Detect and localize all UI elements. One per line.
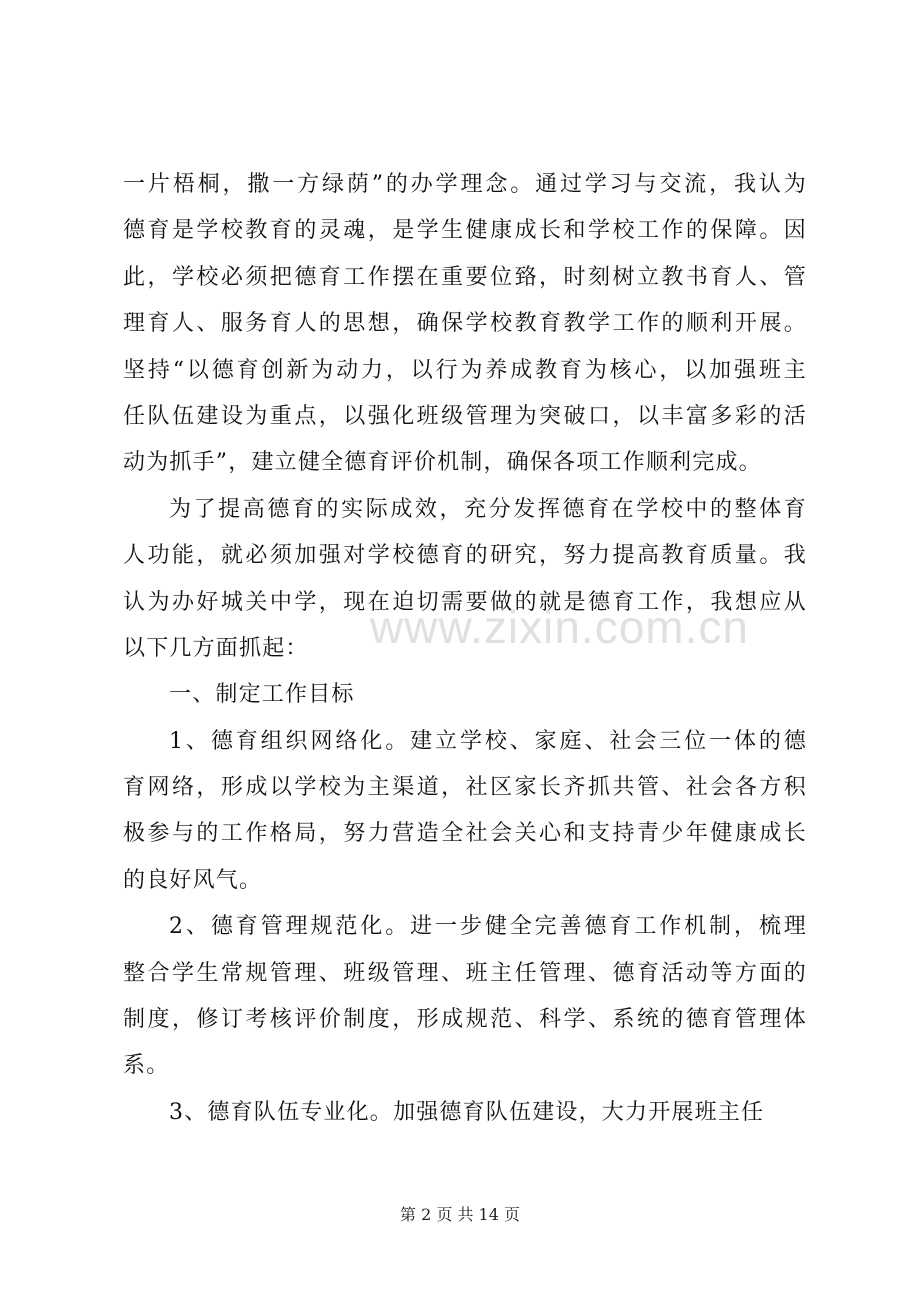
- paragraph-line: 1、德育组织网络化。建立学校、家庭、社会三位一体的德: [169, 728, 807, 754]
- paragraph-line: 动为抓手”，建立健全德育评价机制，确保各项工作顺利完成。: [123, 450, 762, 476]
- paragraph-line: 3、德育队伍专业化。加强德育队伍建设，大力开展班主任: [169, 1099, 765, 1125]
- watermark: www.zixin.com.cn: [370, 601, 749, 653]
- paragraph-line: 2、德育管理规范化。进一步健全完善德育工作机制，梳理: [169, 914, 807, 940]
- paragraph-line: 系。: [123, 1053, 170, 1079]
- section-heading: 一、制定工作目标: [169, 682, 355, 708]
- paragraph-line: 任队伍建设为重点，以强化班级管理为突破口，以丰富多彩的活: [123, 403, 807, 429]
- paragraph-line: 制度，修订考核评价制度，形成规范、科学、系统的德育管理体: [123, 1007, 807, 1033]
- paragraph-line: 整合学生常规管理、班级管理、班主任管理、德育活动等方面的: [123, 960, 807, 986]
- paragraph-line: 德育是学校教育的灵魂，是学生健康成长和学校工作的保障。因: [123, 218, 807, 244]
- paragraph-line: 一片梧桐，撒一方绿荫”的办学理念。通过学习与交流，我认为: [123, 172, 807, 197]
- document-body: [123, 162, 807, 1136]
- paragraph-line: 以下几方面抓起：: [123, 635, 309, 661]
- paragraph-line: 人功能，就必须加强对学校德育的研究，努力提高教育质量。我: [123, 543, 807, 569]
- paragraph-line: 育网络，形成以学校为主渠道，社区家长齐抓共管、社会各方积: [123, 775, 807, 801]
- paragraph-line: 理育人、服务育人的思想，确保学校教育教学工作的顺利开展。: [123, 311, 807, 337]
- paragraph-line: 坚持“以德育创新为动力，以行为养成教育为核心，以加强班主: [123, 357, 807, 383]
- paragraph-line: 为了提高德育的实际成效，充分发挥德育在学校中的整体育: [169, 496, 807, 522]
- paragraph-line: 极参与的工作格局，努力营造全社会关心和支持青少年健康成长: [123, 821, 807, 847]
- paragraph-line: 的良好风气。: [123, 867, 263, 893]
- paragraph-line: 此，学校必须把德育工作摆在重要位臵，时刻树立教书育人、管: [123, 264, 807, 290]
- paragraph-line: 认为办好城关中学，现在迫切需要做的就是德育工作，我想应从: [123, 589, 807, 615]
- page-footer: 第 2 页 共 14 页: [400, 1205, 520, 1224]
